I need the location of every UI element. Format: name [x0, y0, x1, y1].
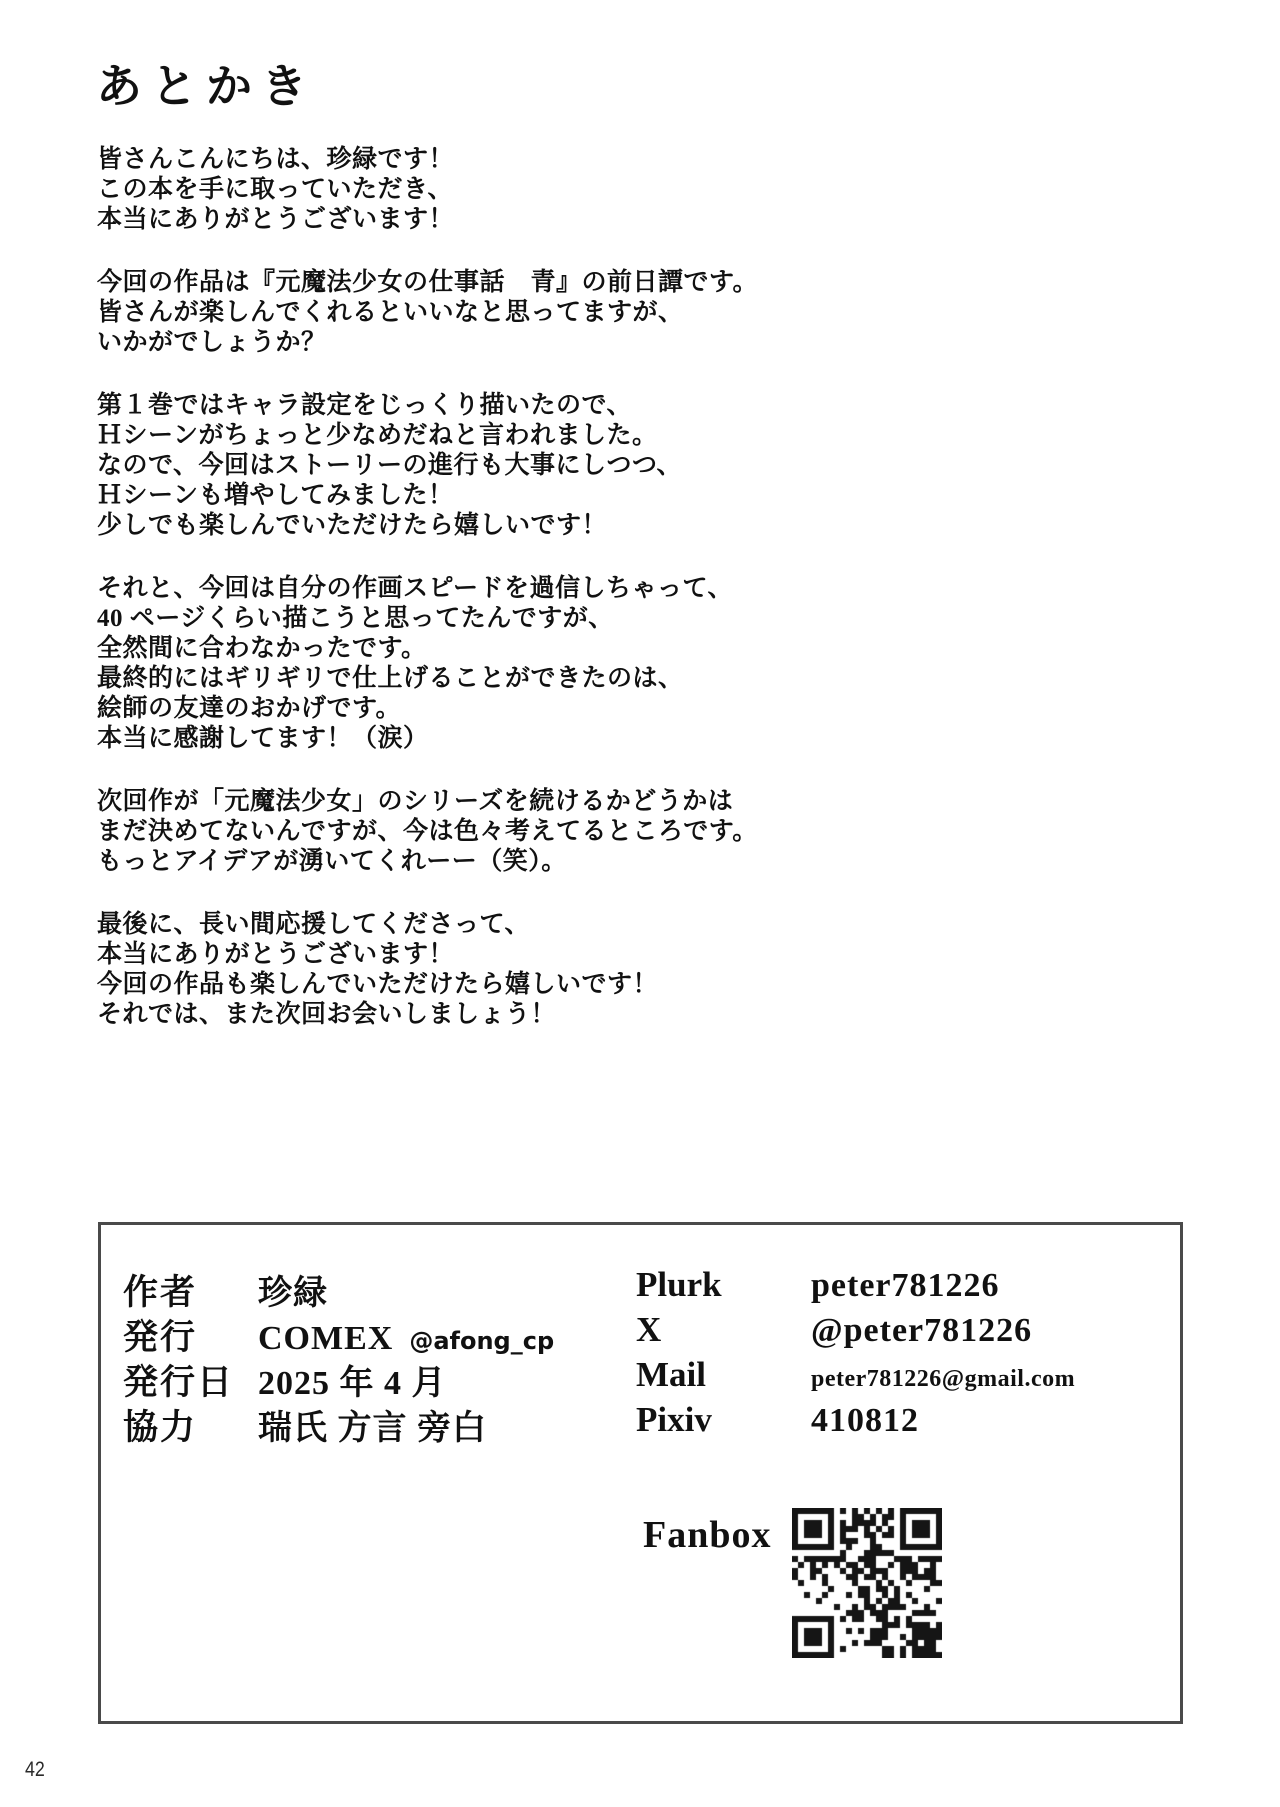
publisher-handle: @afong_cp: [409, 1327, 555, 1355]
page-number: 42: [25, 1758, 45, 1781]
contact-value: peter781226@gmail.com: [811, 1366, 1076, 1392]
text-line: なので、今回はストーリーの進行も大事にしつつ、: [97, 452, 683, 479]
credit-value: 珍緑: [258, 1275, 328, 1312]
text-line: Ｈシーンがちょっと少なめだねと言われました。: [97, 422, 658, 449]
credit-row-publish-date: [123, 1355, 554, 1400]
text-line: 40 ページくらい描こうと思ってたんですが、: [97, 605, 614, 632]
fanbox-qr-code-icon: [792, 1508, 942, 1658]
text-line: 最終的にはギリギリで仕上げることができたのは、: [97, 665, 684, 692]
text-line: 皆さんこんにちは、珍緑です！: [97, 146, 455, 173]
text-line: Ｈシーンも増やしてみました！: [97, 482, 454, 509]
contact-row-pixiv: [636, 1400, 1075, 1445]
text-line: もっとアイデアが湧いてくれーー（笑）。: [97, 848, 567, 875]
credit-value: 瑞氏 方言 旁白: [258, 1410, 487, 1447]
credit-row-cooperation: [123, 1400, 554, 1445]
text-line: それと、今回は自分の作画スピードを過信しちゃって、: [97, 575, 734, 602]
paragraph-thanks: [97, 910, 758, 1030]
text-line: それでは、また次回お会いしましょう！: [97, 1001, 557, 1028]
paragraph-volume1: [97, 391, 758, 541]
credits-column: [123, 1265, 554, 1445]
contact-row-x: [636, 1310, 1075, 1355]
text-line: 絵師の友達のおかげです。: [97, 695, 402, 722]
credit-row-author: [123, 1265, 554, 1310]
paragraph-greeting: [97, 145, 758, 235]
text-line: 本当にありがとうございます！: [97, 206, 455, 233]
contact-row-mail: [636, 1355, 1075, 1400]
text-line: まだ決めてないんですが、今は色々考えてるところです。: [97, 818, 758, 845]
text-line: 少しでも楽しんでいただけたら嬉しいです！: [97, 512, 608, 539]
colophon-box: [98, 1222, 1183, 1724]
contact-row-plurk: [636, 1265, 1075, 1310]
text-line: 全然間に合わなかったです。: [97, 635, 427, 662]
contact-label: Mail: [636, 1355, 706, 1394]
credit-label: 発行: [123, 1318, 198, 1357]
credit-value: COMEX: [258, 1320, 394, 1357]
text-line: 今回の作品は『元魔法少女の仕事話 青』の前日譚です。: [97, 269, 759, 296]
contact-label: Plurk: [636, 1265, 722, 1304]
credit-label: 作者: [123, 1273, 198, 1312]
contact-value: 410812: [811, 1402, 919, 1439]
paragraph-about-work: [97, 268, 758, 358]
paragraph-next-work: [97, 787, 758, 877]
fanbox-label: Fanbox: [643, 1514, 772, 1556]
text-line: 第１巻ではキャラ設定をじっくり描いたので、: [97, 392, 633, 419]
paragraph-schedule: [97, 574, 758, 754]
contact-label: X: [636, 1310, 662, 1349]
contact-value: @peter781226: [811, 1312, 1033, 1349]
text-line: 次回作が「元魔法少女」のシリーズを続けるかどうかは: [97, 788, 734, 815]
text-line: 最後に、長い間応援してくださって、: [97, 911, 531, 938]
text-line: この本を手に取っていただき、: [97, 176, 454, 203]
text-line: 本当に感謝してます！（涙）: [97, 725, 429, 752]
contacts-column: [636, 1265, 1075, 1445]
text-line: いかがでしょうか？: [97, 329, 327, 356]
text-line: 皆さんが楽しんでくれるといいなと思ってますが、: [97, 299, 684, 326]
afterword-body: [97, 145, 758, 1063]
contact-label: Pixiv: [636, 1400, 712, 1439]
page-title: あとかき: [96, 61, 316, 112]
credit-row-publisher: [123, 1310, 554, 1355]
credit-value: 2025 年 4 月: [258, 1365, 447, 1402]
text-line: 本当にありがとうございます！: [97, 941, 455, 968]
contact-value: peter781226: [811, 1267, 1000, 1304]
credit-label: 協力: [123, 1408, 198, 1447]
text-line: 今回の作品も楽しんでいただけたら嬉しいです！: [97, 971, 659, 998]
credit-label: 発行日: [123, 1363, 235, 1402]
